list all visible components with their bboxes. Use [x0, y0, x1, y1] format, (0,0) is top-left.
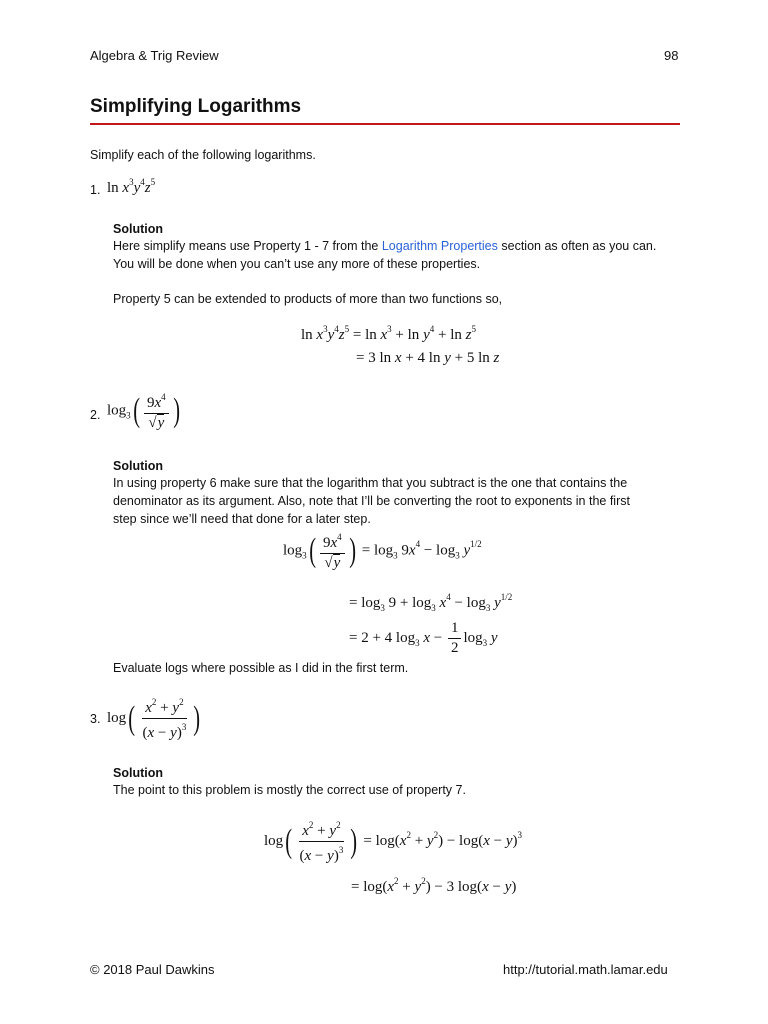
- title-rule: [90, 123, 680, 125]
- problem-2-text-line-1: In using property 6 make sure that the logarithm that you subtract is the one that contains the: [113, 476, 628, 490]
- problem-2-expression: $\log_3$( $\frac{9x^4}{√y}$ ): [107, 392, 180, 431]
- problem-3-expression: log( $\frac{x^2 + y^2}{(x - y)^3}$ ): [107, 697, 201, 741]
- problem-3-solution-text: [113, 781, 466, 799]
- problem-2-text-line-2: denominator as its argument. Also, note that I’ll be converting the root to exponents in the first: [113, 494, 630, 508]
- problem-2-solution-label: Solution: [113, 459, 163, 473]
- problem-3-solution-label: Solution: [113, 766, 163, 780]
- problem-1-solution-label: Solution: [113, 222, 163, 236]
- problem-1-expression: $\ln x^3y^4z^5$: [107, 177, 156, 196]
- problem-3-text: The point to this problem is mostly the correct use of property 7.: [113, 783, 466, 797]
- section-title: Simplifying Logarithms: [90, 96, 302, 117]
- problem-2-text-line-3: step since we’ll need that done for a later step.: [113, 512, 371, 526]
- problem-2-after-text: Evaluate logs where possible as I did in the first term.: [113, 661, 409, 675]
- problem-1-note: Property 5 can be extended to products of more than two functions so,: [113, 292, 503, 306]
- logarithm-properties-link[interactable]: Logarithm Properties: [381, 239, 498, 253]
- problem-2-equation-line-1: $\log_3$( $\frac{9x^4}{√y}$ ) = $\log_3 9x^4 - \log_3 y^{1/2}$: [283, 532, 482, 571]
- problem-2-equation-line-2: = $\log_3 9 + \log_3 x^4 - \log_3 y^{1/2}$: [349, 592, 513, 613]
- problem-1-text-line-2: You will be done when you can’t use any more of these properties.: [113, 257, 481, 271]
- problem-2-number: 2.: [90, 408, 101, 422]
- problem-2-solution-text: [113, 474, 683, 528]
- running-header-title: Algebra & Trig Review: [90, 48, 219, 63]
- intro-text: Simplify each of the following logarithms.: [90, 148, 316, 162]
- problem-3-equation-line-2: = $\log(x^2 + y^2) - 3$ log(x − y): [351, 876, 517, 895]
- footer-copyright: © 2018 Paul Dawkins: [90, 962, 215, 977]
- problem-1-solution-text: [113, 237, 683, 273]
- problem-3-equation-line-1: log( $\frac{x^2 + y^2}{(x - y)^3}$ ) = $\log(x^2 + y^2) - \log(x - y)^3$: [264, 820, 523, 864]
- problem-1-number: 1.: [90, 183, 101, 197]
- page-number: 98: [664, 48, 679, 63]
- problem-3-number: 3.: [90, 712, 101, 726]
- problem-1-equation-line-2: = 3 ln x + 4 ln y + 5 ln z: [356, 350, 500, 366]
- footer-url[interactable]: http://tutorial.math.lamar.edu: [503, 962, 668, 977]
- problem-1-text-after-link: section as often as you can.: [497, 239, 657, 253]
- problem-2-equation-line-3: = 2 + 4 $\log_3 x$ − $\frac{1}{2}$ $\log_3 y$: [349, 620, 498, 656]
- problem-1-equation-line-1: $\ln x^3y^4z^5 = \ln x^3 + \ln y^4 + \ln z^5$: [301, 324, 476, 343]
- problem-1-text-before-link: Here simplify means use Property 1 - 7 from the: [113, 239, 382, 253]
